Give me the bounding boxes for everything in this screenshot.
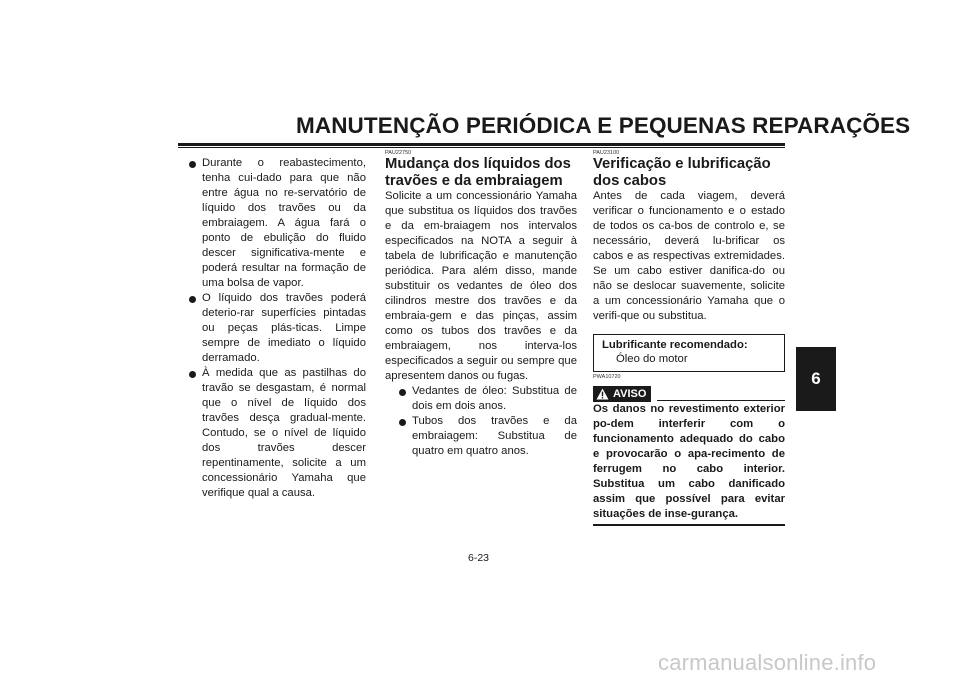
bullet-oil-seals: Vedantes de óleo: Substitua de dois em dois anos. — [398, 384, 577, 414]
aviso-badge — [593, 386, 651, 402]
column-1 — [188, 150, 366, 501]
warning-text: Os danos no revestimento exterior po-dem interferir com o funcionamento adequado do cabo e provocarão o apa-recimento de ferrugem no cabo interior. Substitua um cabo danificado assim que possível para evitar situações de inse-gurança. — [593, 403, 785, 520]
lubricant-box — [593, 334, 785, 372]
bullet-list — [398, 384, 577, 459]
bullet-fluid-damage: O líquido dos travões poderá deterio-rar superfícies pintadas ou peças plás-ticas. Limpe sempre de imediato o líquido derramado. — [188, 291, 366, 366]
aviso-label: AVISO — [613, 388, 647, 400]
column-3 — [593, 150, 785, 526]
watermark: carmanualsonline.info — [658, 650, 877, 675]
section-body-fluid-change: Solicite a um concessionário Yamaha que substitua os líquidos dos travões e da em-braiagem nos intervalos especificados na NOTA a seguir à tabela de lubrificação e manutenção periódica. Para além disso, mande substituir os vedantes de óleo dos cilindros mestre dos travões e da embraia-gem e das pinças, assim como os tubos dos travões e da embraiagem, nos interva-los especificados a seguir ou sempre que apresentem danos ou fugas. — [385, 190, 577, 382]
section-code: PAU23100 — [593, 150, 620, 156]
lubricant-label: Lubrificante recomendado: — [602, 339, 748, 351]
bullet-hoses: Tubos dos travões e da embraiagem: Substitua de quatro em quatro anos. — [398, 414, 577, 459]
section-title-fluid-change: Mudança dos líquidos dos travões e da embraiagem — [385, 156, 571, 189]
chapter-tab[interactable]: 6 — [796, 347, 836, 411]
warning-icon — [596, 388, 609, 400]
page-title: MANUTENÇÃO PERIÓDICA E PEQUENAS REPARAÇÕES — [296, 113, 911, 138]
column-2 — [385, 150, 577, 459]
section-title-cables: Verificação e lubrificação dos cabos — [593, 156, 771, 189]
section-code: PAU22750 — [385, 150, 412, 156]
lubricant-value: Óleo do motor — [616, 353, 688, 365]
warning-bottom-rule — [593, 524, 785, 526]
section-body-cables: Antes de cada viagem, deverá verificar o funcionamento e o estado de todos os ca-bos de controlo e, se necessário, deverá lu-brificar os cabos e as respectivas extremidades. Se um cabo estiver danifica-do ou não se deslocar suavemente, solicite a um concessionário Yamaha que o verifi-que ou substitua. — [593, 190, 785, 322]
aviso-header — [593, 382, 785, 402]
bullet-refuel-water: Durante o reabastecimento, tenha cui-dado para que não entre água no re-servatório de líquido dos travões ou da embraiagem. A água fará o ponto de ebulição do fluido descer significativa-mente e poderá resultar na formação de uma bolsa de vapor. — [188, 156, 366, 291]
page-number: 6-23 — [468, 552, 490, 564]
header-rule-thin — [178, 147, 785, 148]
header-rule — [178, 143, 785, 146]
aviso-rule — [657, 400, 785, 401]
warning-code: PWA10720 — [593, 374, 621, 380]
bullet-pad-wear: À medida que as pastilhas do travão se desgastam, é normal que o nível de líquido dos travões desça gradual-mente. Contudo, se o nível de líquido dos travões descer repentinamente, solicite a um concessionário Yamaha que verifique qual a causa. — [188, 366, 366, 501]
